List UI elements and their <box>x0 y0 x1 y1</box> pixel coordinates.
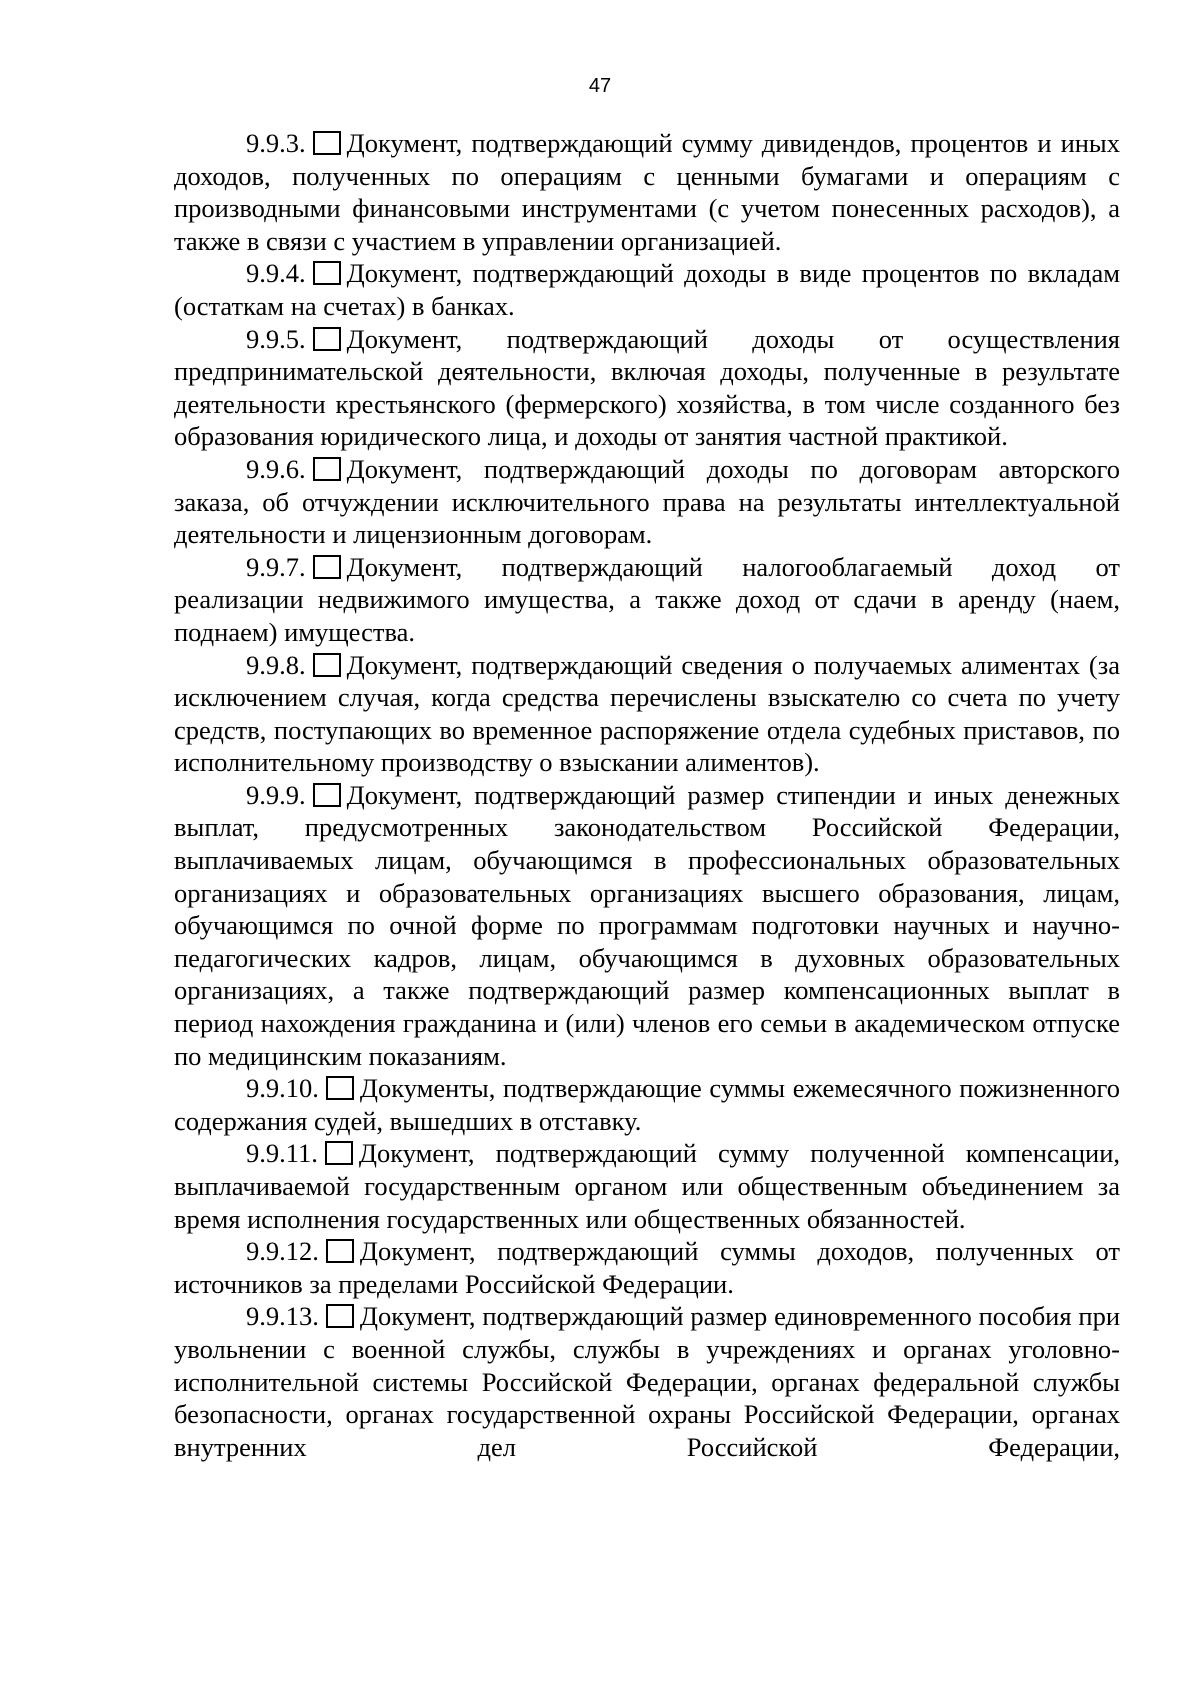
item-number: 9.9.12. <box>246 1236 319 1267</box>
checkbox[interactable] <box>313 261 341 285</box>
checkbox[interactable] <box>313 327 341 351</box>
checkbox[interactable] <box>313 783 341 807</box>
page-number: 47 <box>588 75 612 97</box>
item-number: 9.9.7. <box>246 551 306 582</box>
list-item <box>174 127 1120 257</box>
item-number: 9.9.11. <box>246 1138 318 1169</box>
item-number: 9.9.3. <box>246 128 306 158</box>
item-number: 9.9.4. <box>246 258 306 289</box>
item-number: 9.9.8. <box>246 649 306 680</box>
item-text: Документ, подтверждающий размер единовременного пособия при увольнении с военной службы, службы в учреждениях и органах уголовно-исполнительной системы Российской Федерации, органах федеральной службы безопасности, органах государственной охраны Российской Федерации, органах внутренних дел Российской Федерации, <box>174 1301 1120 1462</box>
list-item <box>174 1235 1120 1300</box>
list-item <box>174 453 1120 551</box>
list-item <box>174 1137 1120 1235</box>
list-item <box>174 1300 1120 1463</box>
checkbox[interactable] <box>326 1076 354 1100</box>
checkbox[interactable] <box>313 131 341 155</box>
checkbox[interactable] <box>326 1304 354 1328</box>
document-body <box>174 127 1120 1463</box>
item-number: 9.9.13. <box>246 1301 319 1332</box>
item-text: Документ, подтверждающий сумму полученной компенсации, выплачиваемой государственным органом или общественным объединением за время исполнения государственных или общественных обязанностей. <box>174 1138 1120 1234</box>
list-item <box>174 779 1120 1072</box>
checkbox[interactable] <box>313 653 341 677</box>
checkbox[interactable] <box>313 555 341 579</box>
item-number: 9.9.9. <box>246 779 306 810</box>
item-number: 9.9.10. <box>246 1073 319 1104</box>
item-text: Документ, подтверждающий суммы доходов, полученных от источников за пределами Российской Федерации. <box>174 1236 1120 1299</box>
item-text: Документ, подтверждающий сведения о получаемых алиментах (за исключением случая, когда средства перечислены взыскателю со счета по учету средств, поступающих во временное распоряжение отдела судебных приставов, по исполнительному производству о взыскании алиментов). <box>174 649 1120 778</box>
item-text: Документ, подтверждающий сумму дивидендов, процентов и иных доходов, полученных по операциям с ценными бумагами и операциям с производными финансовыми инструментами (с учетом понесенных расходов), а также в связи с участием в управлении организацией. <box>174 128 1120 256</box>
item-text: Документ, подтверждающий размер стипендии и иных денежных выплат, предусмотренных законодательством Российской Федерации, выплачиваемых лицам, обучающимся в профессиональных образовательных организациях и образовательных организациях высшего образования, лицам, обучающимся по очной форме по программам подготовки научных и научно-педагогических кадров, лицам, обучающимся в духовных образовательных организациях, а также подтверждающий размер компенсационных выплат в период нахождения гражданина и (или) членов его семьи в академическом отпуске по медицинским показаниям. <box>174 779 1120 1071</box>
list-item <box>174 1072 1120 1137</box>
item-text: Документ, подтверждающий доходы в виде процентов по вкладам (остаткам на счетах) в банках. <box>174 258 1120 321</box>
item-text: Документ, подтверждающий налогооблагаемый доход от реализации недвижимого имущества, а также доход от сдачи в аренду (наем, поднаем) имущества. <box>174 551 1120 647</box>
checkbox[interactable] <box>313 457 341 481</box>
item-number: 9.9.6. <box>246 453 306 484</box>
list-item <box>174 257 1120 322</box>
item-text: Документ, подтверждающий доходы от осуществления предпринимательской деятельности, включая доходы, полученные в результате деятельности крестьянского (фермерского) хозяйства, в том числе созданного без образования юридического лица, и доходы от занятия частной практикой. <box>174 323 1120 452</box>
checkbox[interactable] <box>326 1239 354 1263</box>
item-text: Документ, подтверждающий доходы по договорам авторского заказа, об отчуждении исключительного права на результаты интеллектуальной деятельности и лицензионным договорам. <box>174 453 1120 550</box>
list-item <box>174 323 1120 453</box>
list-item <box>174 551 1120 649</box>
list-item <box>174 649 1120 779</box>
item-number: 9.9.5. <box>246 323 306 354</box>
checkbox[interactable] <box>325 1141 353 1165</box>
item-text: Документы, подтверждающие суммы ежемесячного пожизненного содержания судей, вышедших в отставку. <box>174 1073 1120 1136</box>
